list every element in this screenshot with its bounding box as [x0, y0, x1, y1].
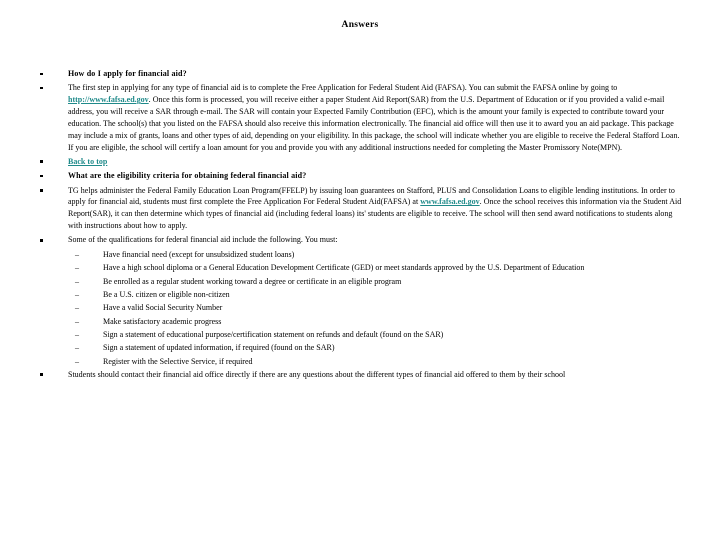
- answer-tg-part2: . Once the school receives this information via the Student Aid Report(SAR), it can then determine which types of financial aid (including federal loans) its' students are eligible to receive. The school will then send award notifications to students along with instructions about how to apply.: [68, 197, 682, 231]
- fafsa-url-link[interactable]: http://www.fafsa.ed.gov: [68, 95, 149, 105]
- dash-marker-icon: –: [75, 329, 79, 339]
- bullet-square-icon: [40, 175, 43, 178]
- bullet-square-icon: [40, 73, 43, 76]
- dash-marker-icon: –: [75, 343, 79, 353]
- bullet-square-icon: [40, 160, 43, 163]
- sub-list-item: [0, 302, 720, 314]
- sub-academic-progress-text: Make satisfactory academic progress: [103, 316, 222, 326]
- list-item: [0, 369, 720, 381]
- answer-apply-part2: . Once this form is processed, you will receive either a paper Student Aid Report(SAR) from the U.S. Department of Education or if you provided a valid e-mail address, you will receive a SAR through e-mail. The SAR will contain your Expected Family Contribution (EFC), which is the amount your family is expected to contribute toward your education. The school(s) that you listed on the FAFSA should also receive this information electronically. The financial aid office will then use it to award you an aid package. This package may include a mix of grants, loans and other types of aid, depending on your eligibility. In this package, the school will indicate whether you are eligible to receive the Federal Stafford Loan. If you are eligible, the school will certify a loan amount for you and provide you with any additional instructions needed for completing the Master Promissory Note(MPN).: [68, 95, 680, 152]
- sub-selective-service-text: Register with the Selective Service, if required: [103, 356, 253, 366]
- dash-marker-icon: –: [75, 303, 79, 313]
- dash-marker-icon: –: [75, 316, 79, 326]
- sub-financial-need-text: Have financial need (except for unsubsidized student loans): [103, 249, 295, 259]
- list-item: [0, 82, 720, 153]
- sub-list-item: [0, 249, 720, 261]
- sub-list-item: [0, 356, 720, 368]
- sub-diploma-text: Have a high school diploma or a General Education Development Certificate (GED) or meet standards approved by the U.S. Department of Education: [103, 263, 585, 273]
- document-body: [0, 68, 720, 383]
- bullet-square-icon: [40, 239, 43, 242]
- answer-tg-text: [68, 185, 684, 232]
- sub-ssn-text: Have a valid Social Security Number: [103, 303, 223, 313]
- fafsa-www-link[interactable]: www.fafsa.ed.gov: [420, 197, 480, 207]
- answer-apply-part1: The first step in applying for any type of financial aid is to complete the Free Application for Federal Student Aid (FAFSA). You can submit the FAFSA online by going to: [68, 83, 618, 93]
- sub-list-item: [0, 289, 720, 301]
- sub-list-item: [0, 316, 720, 328]
- sub-list-item: [0, 276, 720, 288]
- qualifications-sub-list: [0, 249, 720, 368]
- back-to-top-row: [68, 156, 684, 168]
- sub-sign-updated-info-text: Sign a statement of updated information, if required (found on the SAR): [103, 343, 335, 353]
- sub-list-item: [0, 342, 720, 354]
- dash-marker-icon: –: [75, 289, 79, 299]
- list-item: [0, 234, 720, 246]
- sub-list-item: [0, 329, 720, 341]
- sub-list-item: [0, 262, 720, 274]
- dash-marker-icon: –: [75, 249, 79, 259]
- list-item: [0, 68, 720, 80]
- dash-marker-icon: –: [75, 263, 79, 273]
- sub-sign-educational-purpose-text: Sign a statement of educational purpose/certification statement on refunds and default (found on the SAR): [103, 329, 444, 339]
- qualifications-intro-text: Some of the qualifications for federal financial aid include the following. You must:: [68, 235, 338, 245]
- back-to-top-link[interactable]: Back to top: [68, 156, 108, 166]
- answer-apply-text: [68, 82, 684, 153]
- bullet-square-icon: [40, 87, 43, 90]
- sub-citizen-text: Be a U.S. citizen or eligible non-citizen: [103, 289, 230, 299]
- sub-enrolled-text: Be enrolled as a regular student working toward a degree or certificate in an eligible program: [103, 276, 402, 286]
- list-item: [0, 185, 720, 232]
- dash-marker-icon: –: [75, 276, 79, 286]
- question-eligibility-text: What are the eligibility criteria for obtaining federal financial aid?: [68, 171, 307, 181]
- dash-marker-icon: –: [75, 356, 79, 366]
- page-title: Answers: [341, 20, 379, 30]
- bullet-square-icon: [40, 373, 43, 376]
- bullet-square-icon: [40, 189, 43, 192]
- list-item: [0, 170, 720, 182]
- question-apply-text: How do I apply for financial aid?: [68, 69, 187, 78]
- list-item: [0, 156, 720, 168]
- contact-school-text: Students should contact their financial aid office directly if there are any questions about the different types of financial aid offered to them by their school: [68, 369, 566, 379]
- answer-tg-part1: TG helps administer the Federal Family Education Loan Program(FFELP) by issuing loan guarantees on Stafford, PLUS and Consolidation Loans to eligible lending institutions. In order to apply for financial aid, students must first complete the Free Application For Federal Student Aid(FAFSA) at: [68, 185, 675, 207]
